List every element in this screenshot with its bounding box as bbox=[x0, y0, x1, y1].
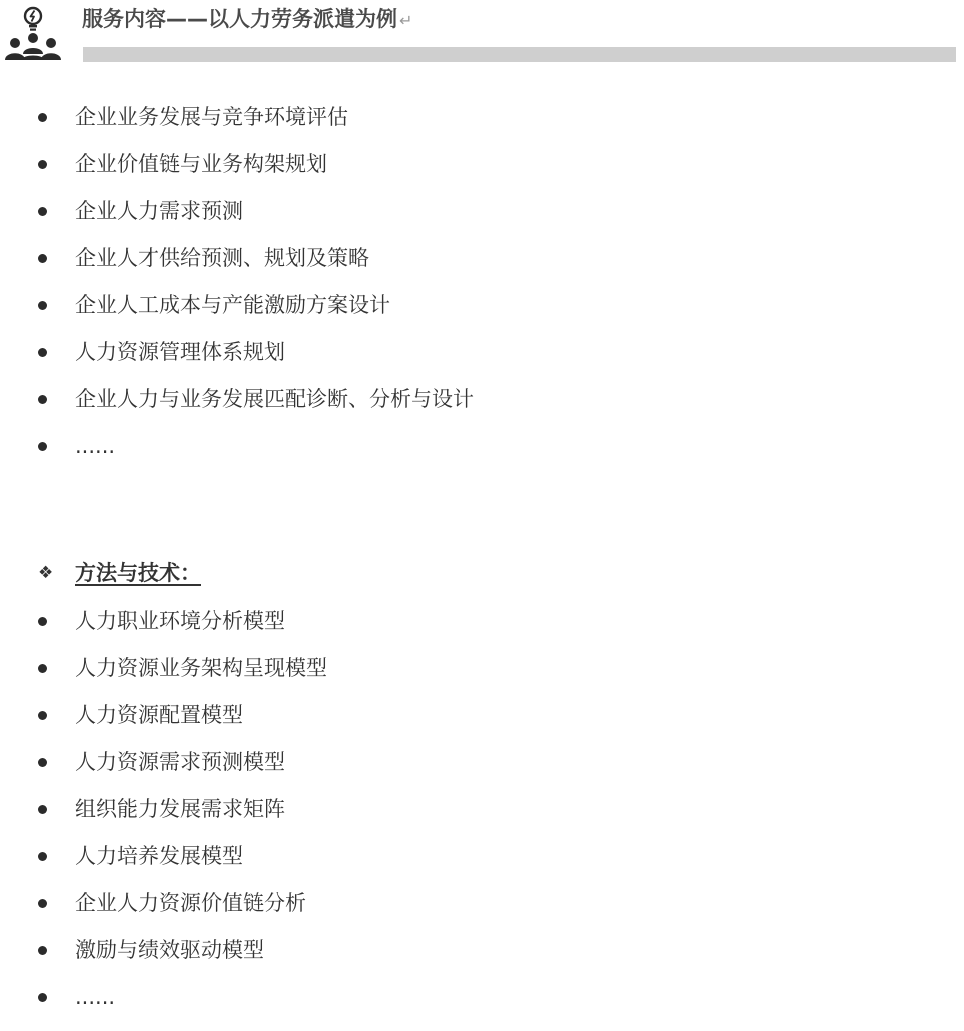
list-item-text: 企业人才供给预测、规划及策略 bbox=[75, 246, 369, 270]
list-item-text: 企业人力资源价值链分析 bbox=[75, 891, 306, 915]
bullet-icon bbox=[38, 301, 47, 310]
list-item-text: 人力职业环境分析模型 bbox=[75, 609, 285, 633]
list-item-text: ...... bbox=[75, 985, 116, 1009]
bullet-icon bbox=[38, 852, 47, 861]
list-item-text: 企业业务发展与竞争环境评估 bbox=[75, 105, 348, 129]
list-item-text: 人力资源配置模型 bbox=[75, 703, 243, 727]
bullet-icon bbox=[38, 617, 47, 626]
bullet-icon bbox=[38, 160, 47, 169]
list-item-text: ...... bbox=[75, 434, 116, 458]
list-item-text: 组织能力发展需求矩阵 bbox=[75, 797, 285, 821]
bullet-icon bbox=[38, 254, 47, 263]
list-item-text: 激励与绩效驱动模型 bbox=[75, 938, 264, 962]
list-item-text: 人力培养发展模型 bbox=[75, 844, 243, 868]
bullet-icon bbox=[38, 711, 47, 720]
bullet-icon bbox=[38, 805, 47, 814]
list-item-text: 人力资源管理体系规划 bbox=[75, 340, 285, 364]
header-divider-bar bbox=[83, 47, 956, 62]
team-idea-icon bbox=[2, 4, 64, 66]
bullet-icon bbox=[38, 348, 47, 357]
list-item-text: 企业人力需求预测 bbox=[75, 199, 243, 223]
bullet-icon bbox=[38, 113, 47, 122]
paragraph-mark: ↵ bbox=[399, 11, 413, 30]
bullet-icon bbox=[38, 946, 47, 955]
bullet-icon bbox=[38, 993, 47, 1002]
methods-heading-text: 方法与技术： bbox=[75, 561, 201, 585]
list-item-text: 企业价值链与业务构架规划 bbox=[75, 152, 327, 176]
bullet-icon bbox=[38, 442, 47, 451]
bullet-icon bbox=[38, 395, 47, 404]
list-item-text: 人力资源业务架构呈现模型 bbox=[75, 656, 327, 680]
bullet-icon bbox=[38, 758, 47, 767]
page-title-text: 服务内容——以人力劳务派遣为例 bbox=[82, 7, 397, 31]
bullet-icon bbox=[38, 664, 47, 673]
list-item-text: 企业人工成本与产能激励方案设计 bbox=[75, 293, 390, 317]
list-item-text: 人力资源需求预测模型 bbox=[75, 750, 285, 774]
bullet-icon bbox=[38, 207, 47, 216]
list-item-text: 企业人力与业务发展匹配诊断、分析与设计 bbox=[75, 387, 474, 411]
page-title bbox=[82, 4, 412, 36]
diamond-bullet-icon: ❖ bbox=[38, 563, 54, 583]
bullet-icon bbox=[38, 899, 47, 908]
